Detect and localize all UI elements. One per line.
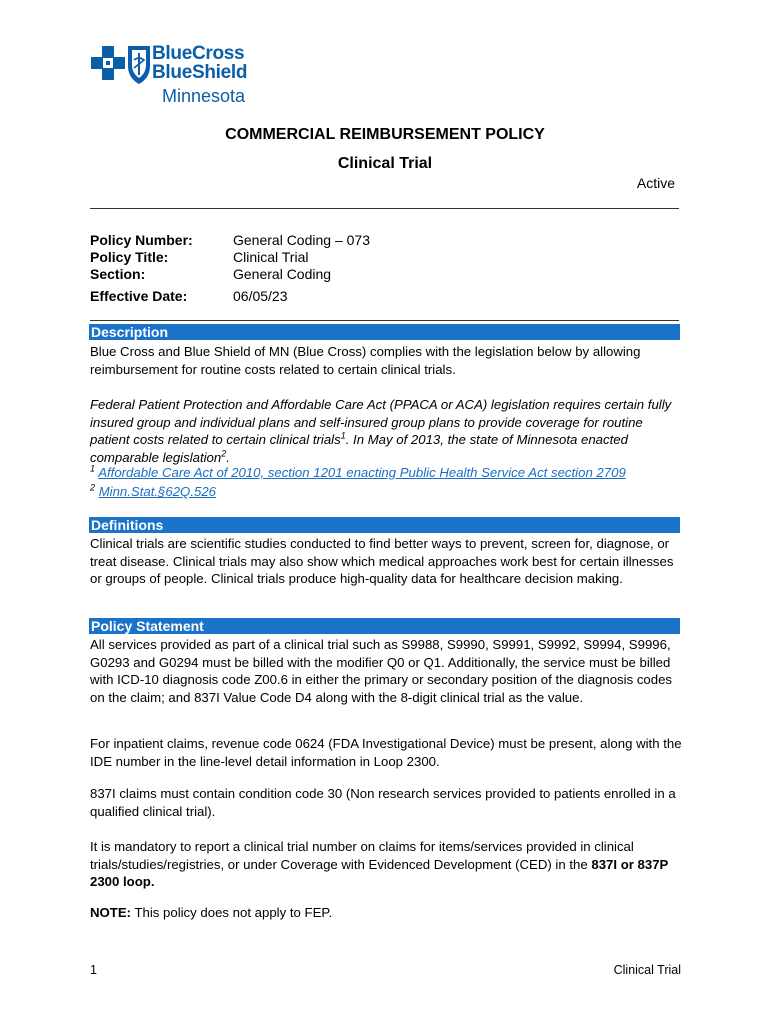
description-heading: Description [89, 324, 680, 340]
reference-2-link[interactable]: Minn.Stat.§62Q.526 [98, 484, 216, 499]
section-label: Section: [90, 266, 146, 282]
policy-statement-heading: Policy Statement [89, 618, 680, 634]
reference-2 [90, 483, 682, 501]
policy-title-value: Clinical Trial [233, 249, 309, 265]
legislation-text-b: . In May of 2013, the state of Minnesota enacted comparable legislation [90, 432, 628, 465]
policy-paragraph-4-bold: 837I or 837P 2300 loop. [90, 856, 669, 890]
policy-paragraph-4-text: It is mandatory to report a clinical trial number on claims for items/services provided in clinical trials/studies/registries, or under Coverage with Evidenced Development (CED) in the [90, 839, 634, 872]
reference-1 [90, 464, 682, 482]
note-paragraph [90, 904, 682, 922]
definitions-paragraph: Clinical trials are scientific studies conducted to find better ways to prevent, screen for, diagnose, or treat disease. Clinical trials may also show which medical approaches work best for certain illnesses or groups of people. Clinical trials produce high-quality data for healthcare decision making. [90, 536, 674, 587]
reference-1-number: 1 [90, 463, 96, 474]
policy-paragraph-2: For inpatient claims, revenue code 0624 (FDA Investigational Device) must be present, along with the IDE number in the line-level detail information in Loop 2300. [90, 736, 682, 769]
status-label: Active [636, 175, 675, 191]
blue-shield-icon [128, 46, 150, 84]
policy-paragraph-3: 837I claims must contain condition code 30 (Non research services provided to patients enrolled in a qualified clinical trial). [90, 786, 676, 819]
logo-wordmark [152, 44, 247, 82]
footer-title: Clinical Trial [613, 963, 681, 977]
reference-1-link[interactable]: Affordable Care Act of 2010, section 1201 enacting Public Health Service Act section 2709 [98, 465, 626, 480]
policy-paragraph-1: All services provided as part of a clinical trial such as S9988, S9990, S9991, S9992, S9994, S9996, G0293 and G0294 must be billed with the modifier Q0 or Q1. Additionally, the service must be billed with ICD-10 diagnosis code Z00.6 in either the primary or secondary position of the diagnosis codes on the claim; and 837I Value Code D4 along with the 8-digit clinical trial as the value. [90, 637, 673, 705]
note-text: This policy does not apply to FEP. [131, 905, 333, 920]
divider [90, 320, 679, 321]
note-label: NOTE: [90, 905, 132, 920]
page-number: 1 [90, 963, 97, 977]
legislation-paragraph [90, 396, 682, 466]
effective-date-value: 06/05/23 [233, 288, 288, 304]
policy-paragraph-4 [90, 838, 682, 891]
blue-cross-icon [91, 46, 125, 80]
footnote-marker-1: 1 [340, 430, 346, 441]
section-value: General Coding [233, 266, 332, 282]
logo-line-1: BlueCross [152, 43, 245, 64]
policy-number-label: Policy Number: [90, 232, 193, 248]
definitions-heading: Definitions [89, 517, 680, 533]
logo-state: Minnesota [162, 86, 246, 106]
effective-date-label: Effective Date: [90, 288, 188, 304]
legislation-text-a: Federal Patient Protection and Affordable Care Act (PPACA or ACA) legislation requires certain fully insured group and individual plans and self-insured group plans to provide coverage for routine patient costs related to certain clinical trials [90, 397, 672, 448]
description-paragraph: Blue Cross and Blue Shield of MN (Blue Cross) complies with the legislation below by allowing reimbursement for routine costs related to certain clinical trials. [90, 344, 641, 377]
policy-title-label: Policy Title: [90, 249, 169, 265]
policy-number-value: General Coding – 073 [233, 232, 370, 248]
logo-line-2: BlueShield [152, 62, 248, 83]
divider [90, 208, 679, 209]
document-subheading: Clinical Trial [337, 155, 433, 172]
document-heading: COMMERCIAL REIMBURSEMENT POLICY [225, 126, 545, 143]
reference-2-number: 2 [90, 482, 96, 493]
legislation-text-c: . [226, 449, 230, 465]
footnote-marker-2: 2 [221, 448, 227, 459]
